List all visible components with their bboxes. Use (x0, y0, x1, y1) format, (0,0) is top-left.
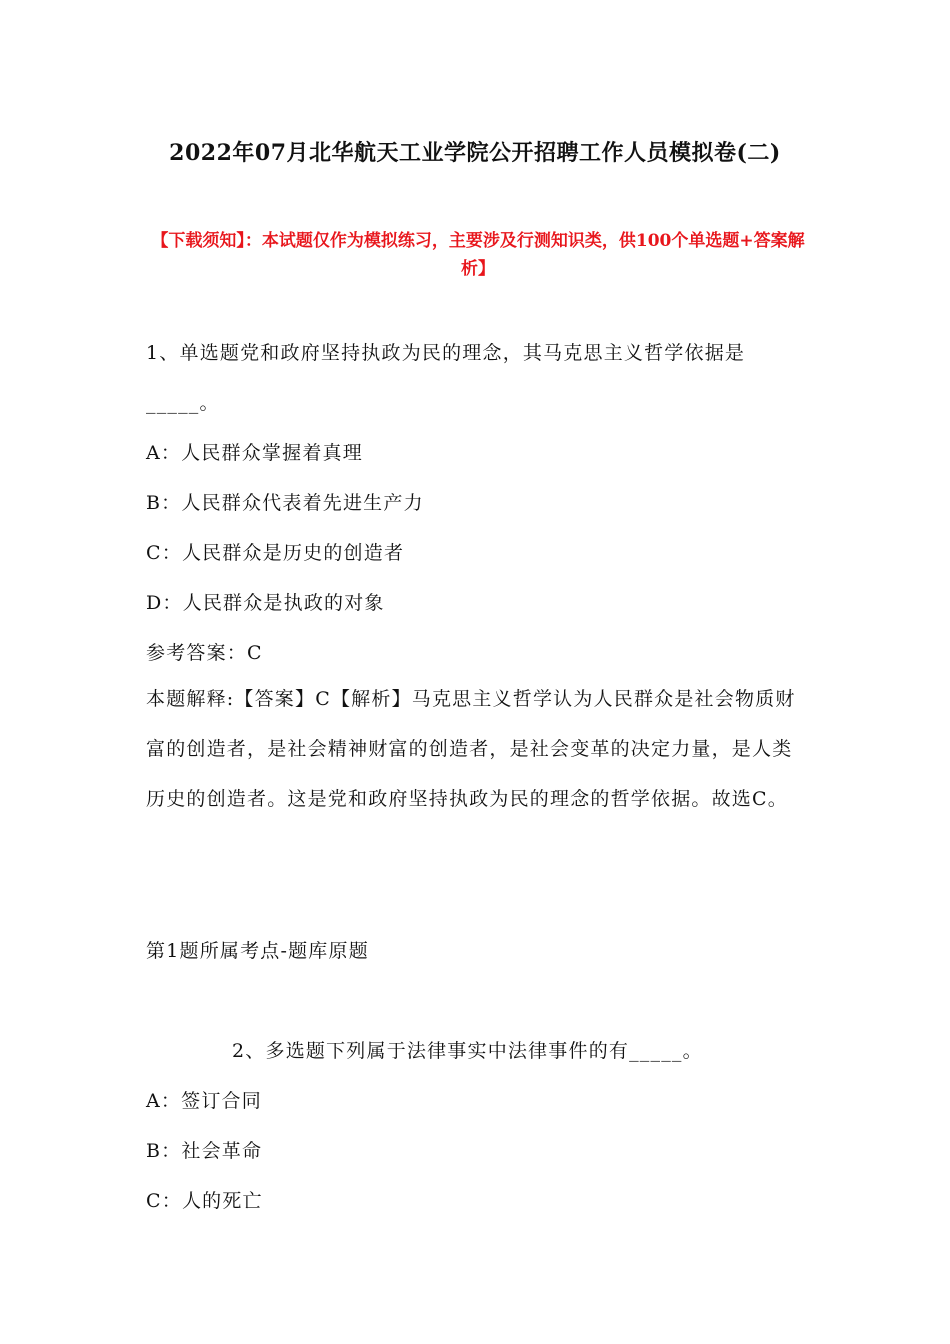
download-notice: 【下载须知】：本试题仅作为模拟练习，主要涉及行测知识类，供100个单选题+答案解析】 (151, 231, 805, 279)
document-title: 2022年07月北华航天工业学院公开招聘工作人员模拟卷(二) (169, 140, 781, 166)
question-1-blank: _____。 (146, 392, 220, 414)
question-1-option-a: A：人民群众掌握着真理 (146, 442, 363, 464)
question-1-source: 第1题所属考点-题库原题 (146, 940, 369, 962)
question-1-explanation: 本题解释:【答案】C【解析】马克思主义哲学认为人民群众是社会物质财富的创造者，是社会精神财富的创造者，是社会变革的决定力量，是人类历史的创造者。这是党和政府坚持执政为民的理念的哲学依据。故选C。 (146, 688, 796, 810)
question-2-stem: 2、多选题下列属于法律事实中法律事件的有_____。 (232, 1040, 703, 1062)
question-1-option-d: D：人民群众是执政的对象 (146, 592, 385, 614)
question-1-answer: 参考答案：C (146, 642, 263, 664)
question-2-option-c: C：人的死亡 (146, 1190, 263, 1212)
question-1-stem: 1、单选题党和政府坚持执政为民的理念，其马克思主义哲学依据是 (146, 342, 746, 364)
question-1-option-b: B：人民群众代表着先进生产力 (146, 492, 424, 514)
question-1-option-c: C：人民群众是历史的创造者 (146, 542, 405, 564)
question-2-option-b: B：社会革命 (146, 1140, 263, 1162)
question-2-option-a: A：签订合同 (146, 1090, 262, 1112)
